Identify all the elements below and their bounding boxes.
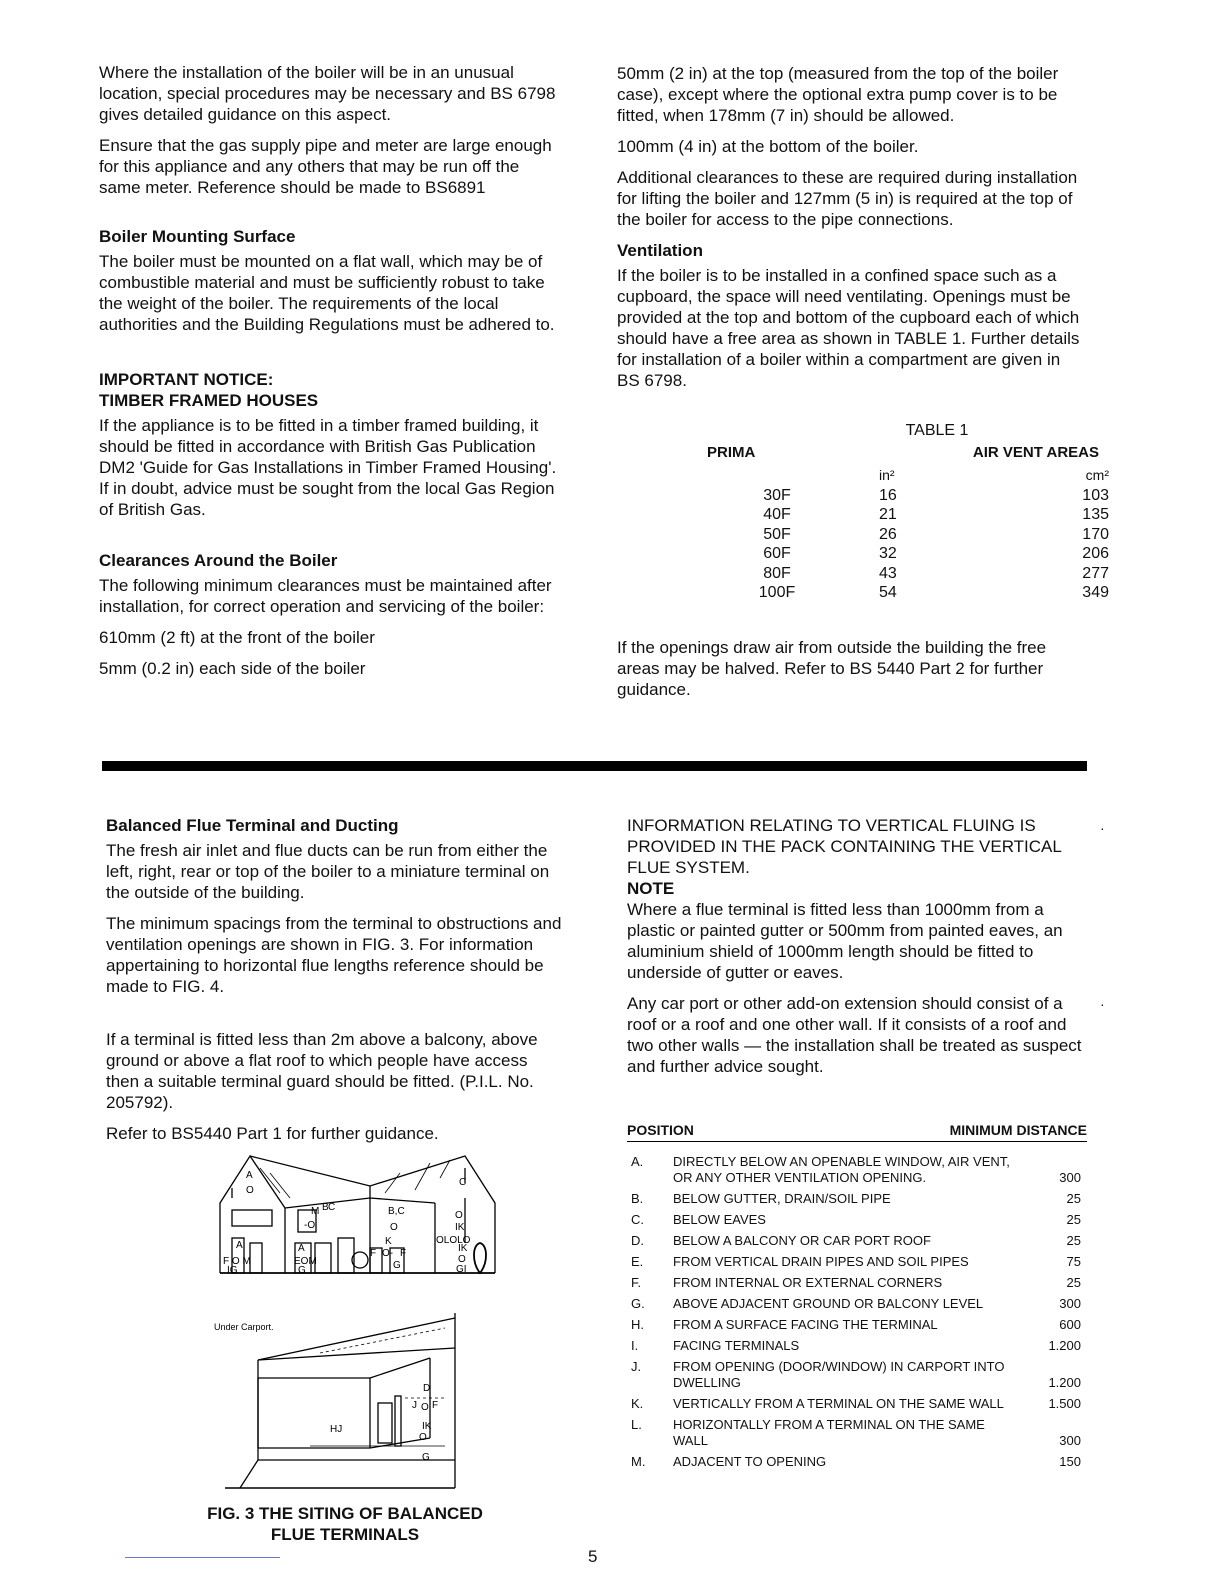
flue-heading: Balanced Flue Terminal and Ducting	[106, 816, 399, 835]
flue-paragraph: The fresh air inlet and flue ducts can be run from either the left, right, rear or top of the boiler to a miniature terminal on the outside of the building.	[106, 841, 550, 902]
table-row	[697, 486, 1117, 506]
position-row	[627, 1212, 1087, 1228]
position-distance: 25	[1066, 1212, 1081, 1227]
svg-text:EOM: EOM	[294, 1256, 317, 1267]
svg-text:OLOLO: OLOLO	[436, 1235, 471, 1246]
position-row	[627, 1317, 1087, 1333]
table-cell-in: 54	[879, 584, 897, 601]
position-letter: L.	[631, 1417, 642, 1432]
position-row	[627, 1454, 1087, 1470]
table-col-areas: AIR VENT AREAS	[972, 443, 1099, 461]
table-cell-model: 30F	[763, 486, 791, 504]
additional-clearance-paragraph: Additional clearances to these are required during installation for lifting the boiler and 127mm (5 in) is required at the top of the boiler for access to the pipe connections.	[617, 168, 1078, 229]
position-distance: 1.200	[1048, 1375, 1081, 1390]
table-cell-model: 40F	[763, 506, 791, 523]
table-cell-cm: 170	[1082, 525, 1109, 543]
section-divider	[102, 761, 1087, 771]
svg-text:O: O	[455, 1210, 463, 1221]
notice-heading-2: TIMBER FRAMED HOUSES	[99, 391, 319, 410]
spacing-paragraph: The minimum spacings from the terminal to obstructions and ventilation openings are shown in FIG. 3. For information appertaining to horizontal flue lengths reference should be made to FIG. 4.	[106, 914, 562, 996]
svg-text:O-: O-	[382, 1248, 394, 1259]
position-description: FROM OPENING (DOOR/WINDOW) IN CARPORT INTO DWELLING	[673, 1359, 1005, 1390]
table-cell-model: 60F	[763, 545, 791, 562]
top-right-column	[617, 63, 1109, 710]
position-row	[627, 1154, 1087, 1186]
timber-frame-paragraph: If the appliance is to be fitted in a timber framed building, it should be fitted in accordance with British Gas Publication DM2 'Guide for Gas Installations in Timber Framed Housing'. If in doubt, advice must be sought from the local Gas Region of British Gas.	[99, 416, 557, 519]
position-letter: K.	[631, 1396, 644, 1411]
position-description: VERTICALLY FROM A TERMINAL ON THE SAME WALL	[673, 1396, 1004, 1411]
svg-text:O: O	[421, 1402, 429, 1413]
table-cell-in: 32	[879, 545, 897, 562]
page-number: 5	[588, 1547, 598, 1566]
vertical-fluing-paragraph: INFORMATION RELATING TO VERTICAL FLUING IS PROVIDED IN THE PACK CONTAINING THE VERTICAL FLUE SYSTEM.	[627, 816, 1062, 877]
svg-text:GI: GI	[456, 1264, 467, 1275]
top-clearance-paragraph: 50mm (2 in) at the top (measured from the top of the boiler case), except where the optional extra pump cover is to be fitted, when 178mm (7 in) should be allowed.	[617, 64, 1059, 125]
position-letter: M.	[631, 1454, 646, 1469]
air-vent-table	[697, 421, 1117, 603]
position-distance: 300	[1059, 1170, 1081, 1185]
unit-cm: cm²	[1085, 467, 1109, 483]
position-row	[627, 1296, 1087, 1312]
table-cell-in: 26	[879, 525, 897, 543]
position-description: FROM VERTICAL DRAIN PIPES AND SOIL PIPES	[673, 1254, 969, 1269]
svg-text:G: G	[422, 1452, 430, 1463]
position-distance: 300	[1059, 1433, 1081, 1448]
position-description: FACING TERMINALS	[673, 1338, 800, 1353]
ventilation-heading: Ventilation	[617, 241, 703, 260]
position-description: ADJACENT TO OPENING	[673, 1454, 827, 1469]
table-units	[697, 466, 1117, 486]
svg-text:F: F	[370, 1248, 377, 1259]
svg-text:M: M	[311, 1206, 320, 1217]
position-row	[627, 1233, 1087, 1249]
margin-mark: ·	[1100, 820, 1105, 836]
svg-text:IK: IK	[422, 1421, 432, 1432]
position-row	[627, 1254, 1087, 1270]
position-distance: 150	[1059, 1454, 1081, 1469]
table-cell-cm: 349	[1082, 584, 1109, 601]
svg-text:K: K	[385, 1236, 392, 1247]
clearances-paragraph: The following minimum clearances must be maintained after installation, for correct operation and servicing of the boiler:	[99, 576, 552, 616]
house-elevation	[220, 1156, 495, 1276]
position-table	[627, 1122, 1087, 1475]
position-row	[627, 1338, 1087, 1354]
table-col-prima: PRIMA	[707, 443, 756, 461]
carport-paragraph: Any car port or other add-on extension should consist of a roof or a roof and one other wall. If it consists of a roof and two other walls — the installation shall be treated as suspect and further advice sought.	[627, 994, 1082, 1076]
svg-text:IK: IK	[458, 1243, 468, 1254]
svg-text:O: O	[390, 1222, 398, 1233]
mounting-paragraph: The boiler must be mounted on a flat wall, which may be of combustible material and must be sufficiently robust to take the weight of the boiler. The requirements of the local authorities and the Building Regulations must be adhered to.	[99, 252, 555, 334]
table-cell-cm: 277	[1082, 564, 1109, 582]
svg-text:B,C: B,C	[388, 1206, 405, 1217]
flue-siting-figure	[210, 1148, 510, 1528]
svg-text:A: A	[246, 1170, 253, 1181]
position-letter: G.	[631, 1296, 645, 1311]
clearance-front: 610mm (2 ft) at the front of the boiler	[99, 628, 375, 647]
svg-text:-O: -O	[304, 1220, 316, 1231]
svg-text:D: D	[423, 1383, 431, 1394]
position-distance: 25	[1066, 1191, 1081, 1206]
col-min-distance: MINIMUM DISTANCE	[949, 1122, 1087, 1138]
top-left-column	[99, 62, 561, 689]
ventilation-paragraph: If the boiler is to be installed in a confined space such as a cupboard, the space will need ventilating. Openings must be provided at the top and bottom of the cupboard each of which should have a free area as shown in TABLE 1. Further details for installation of a boiler within a compartment are given in BS 6798.	[617, 266, 1080, 390]
figure-caption-line-1: FIG. 3 THE SITING OF BALANCED	[207, 1504, 483, 1523]
position-distance: 600	[1059, 1317, 1081, 1332]
note-paragraph: Where a flue terminal is fitted less than 1000mm from a plastic or painted gutter or 500mm from painted eaves, an aluminium shield of 1000mm length should be fitted to underside of gutter or eaves.	[627, 900, 1063, 982]
carport-drawing	[214, 1313, 455, 1488]
table-row	[697, 544, 1117, 564]
position-row	[627, 1359, 1087, 1391]
refer-paragraph: Refer to BS5440 Part 1 for further guidance.	[106, 1124, 439, 1143]
svg-text:F: F	[432, 1400, 439, 1411]
position-description: HORIZONTALLY FROM A TERMINAL ON THE SAME WALL	[673, 1417, 985, 1448]
position-distance: 300	[1059, 1296, 1081, 1311]
svg-text:A: A	[236, 1240, 243, 1251]
position-description: ABOVE ADJACENT GROUND OR BALCONY LEVEL	[673, 1296, 984, 1311]
svg-text:IK: IK	[455, 1222, 465, 1233]
position-letter: A.	[631, 1154, 644, 1169]
svg-text:HJ: HJ	[330, 1424, 343, 1435]
bottom-left-column	[106, 815, 564, 1154]
under-carport-label: Under Carport.	[214, 1322, 274, 1332]
svg-text:G: G	[298, 1265, 306, 1276]
position-row	[627, 1417, 1087, 1449]
svg-text:O: O	[458, 1254, 466, 1265]
position-distance: 1.500	[1048, 1396, 1081, 1411]
position-distance: 25	[1066, 1275, 1081, 1290]
position-letter: F.	[631, 1275, 642, 1290]
figure-caption	[150, 1503, 540, 1545]
position-row	[627, 1191, 1087, 1207]
note-heading: NOTE	[627, 879, 675, 898]
table-caption: TABLE 1	[905, 422, 969, 439]
position-description: DIRECTLY BELOW AN OPENABLE WINDOW, AIR VENT, OR ANY OTHER VENTILATION OPENING.	[673, 1154, 1010, 1185]
table-cell-cm: 206	[1082, 545, 1109, 562]
balcony-paragraph: If a terminal is fitted less than 2m above a balcony, above ground or above a flat roof to which people have access then a suitable terminal guard should be fitted. (P.I.L. No. 205792).	[106, 1030, 538, 1112]
svg-text:G: G	[393, 1260, 401, 1271]
position-letter: B.	[631, 1191, 644, 1206]
svg-text:O: O	[419, 1432, 427, 1443]
svg-text:C: C	[459, 1177, 467, 1188]
table-cell-in: 21	[879, 506, 897, 523]
svg-text:O: O	[246, 1185, 254, 1196]
position-description: BELOW EAVES	[673, 1212, 766, 1227]
position-letter: I.	[631, 1338, 639, 1353]
col-position: POSITION	[627, 1122, 694, 1138]
bottom-right-column	[627, 815, 1087, 1087]
position-letter: E.	[631, 1254, 644, 1269]
position-description: BELOW GUTTER, DRAIN/SOIL PIPE	[673, 1191, 891, 1206]
table-row	[697, 564, 1117, 584]
svg-text:B: B	[322, 1202, 329, 1213]
position-letter: D.	[631, 1233, 644, 1248]
position-description: FROM INTERNAL OR EXTERNAL CORNERS	[673, 1275, 943, 1290]
position-row	[627, 1275, 1087, 1291]
position-row	[627, 1396, 1087, 1412]
svg-text:IG: IG	[227, 1265, 238, 1276]
table-row	[697, 583, 1117, 603]
table-cell-in: 43	[879, 564, 897, 582]
position-distance: 75	[1066, 1254, 1081, 1269]
footer-rule	[125, 1557, 280, 1558]
position-distance: 1.200	[1048, 1338, 1081, 1353]
unit-in: in²	[879, 467, 895, 483]
unusual-location-paragraph: Where the installation of the boiler will be in an unusual location, special procedures may be necessary and BS 6798 gives detailed guidance on this aspect.	[99, 63, 556, 124]
position-distance: 25	[1066, 1233, 1081, 1248]
position-table-header	[627, 1122, 1087, 1142]
position-letter: J.	[631, 1359, 642, 1374]
notice-heading-1: IMPORTANT NOTICE:	[99, 370, 274, 389]
svg-text:F O M: F O M	[223, 1256, 251, 1267]
table-cell-model: 80F	[763, 564, 791, 582]
svg-text:F: F	[400, 1248, 407, 1259]
svg-text:C: C	[328, 1202, 336, 1213]
table-cell-in: 16	[879, 486, 897, 504]
table-cell-cm: 135	[1082, 506, 1109, 523]
table-cell-model: 50F	[763, 525, 791, 543]
margin-mark: ·	[1100, 996, 1105, 1012]
table-cell-model: 100F	[758, 584, 796, 601]
table-header	[697, 443, 1117, 463]
gas-supply-paragraph: Ensure that the gas supply pipe and meter are large enough for this appliance and any others that may be run off the same meter. Reference should be made to BS6891	[99, 136, 552, 197]
position-letter: C.	[631, 1212, 644, 1227]
table-row	[697, 505, 1117, 525]
halved-paragraph: If the openings draw air from outside the building the free areas may be halved. Refer to BS 5440 Part 2 for further guidance.	[617, 637, 1047, 699]
clearances-heading: Clearances Around the Boiler	[99, 551, 338, 570]
figure-caption-line-2: FLUE TERMINALS	[270, 1525, 420, 1544]
position-description: FROM A SURFACE FACING THE TERMINAL	[673, 1317, 938, 1332]
svg-text:A: A	[298, 1243, 305, 1254]
position-letter: H.	[631, 1317, 644, 1332]
mounting-heading: Boiler Mounting Surface	[99, 227, 296, 246]
table-row	[697, 525, 1117, 545]
bottom-clearance-paragraph: 100mm (4 in) at the bottom of the boiler.	[617, 137, 919, 156]
position-description: BELOW A BALCONY OR CAR PORT ROOF	[673, 1233, 931, 1248]
svg-text:J: J	[412, 1400, 417, 1411]
table-cell-cm: 103	[1082, 486, 1109, 504]
clearance-side: 5mm (0.2 in) each side of the boiler	[99, 659, 366, 678]
